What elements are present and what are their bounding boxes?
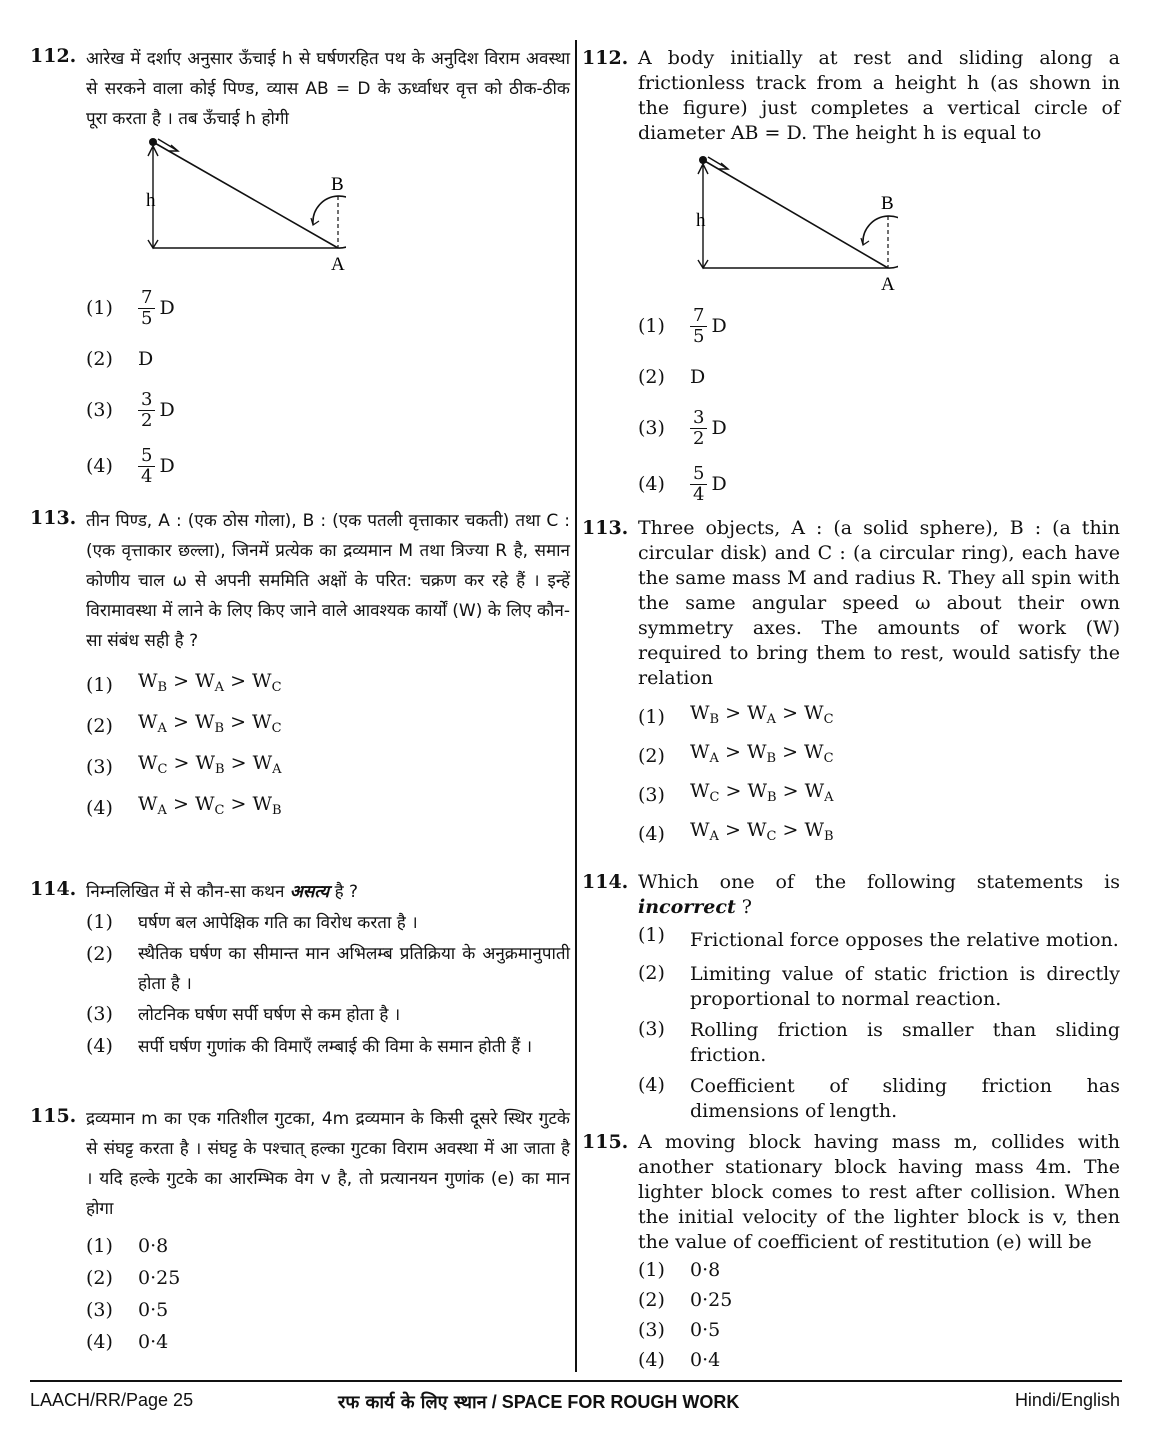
option-1[interactable]: (1) घर्षण बल आपेक्षिक गति का विरोध करता है । <box>86 911 418 933</box>
options-list <box>638 1255 1120 1375</box>
option-2[interactable]: (2) D <box>638 365 706 388</box>
question-number: 114. <box>30 878 77 900</box>
option-3[interactable]: (3) Rolling friction is smaller than sliding friction. <box>638 1018 1120 1066</box>
option-1[interactable]: (1) $W_B > W_A > W_C$ <box>86 670 282 696</box>
option-4[interactable]: (4) $\frac{5}{4}$ D <box>638 462 727 505</box>
option-1[interactable]: (1) $\frac{7}{5}$ D <box>86 286 175 329</box>
question-114-english <box>582 870 1120 1124</box>
column-divider <box>575 40 577 1372</box>
options-list <box>86 280 570 494</box>
question-112-hindi <box>30 44 570 494</box>
options-list <box>638 298 1120 512</box>
question-113-hindi <box>30 506 570 828</box>
label-b: B <box>331 174 344 195</box>
options-list <box>86 1230 570 1358</box>
question-text: निम्नलिखित में से कौन-सा कथन असत्य है ? <box>86 882 359 902</box>
option-3[interactable]: (3) लोटनिक घर्षण सर्पी घर्षण से कम होता है । <box>86 1003 401 1025</box>
track-diagram <box>638 152 898 294</box>
option-4[interactable]: (4) Coefficient of sliding friction has dimensions of length. <box>638 1074 1120 1122</box>
options-list <box>86 907 570 1063</box>
option-1[interactable]: (1) $W_B > W_A > W_C$ <box>638 702 834 728</box>
fraction: $\frac{3}{2}$ <box>690 408 707 449</box>
option-2[interactable]: (2) $W_A > W_B > W_C$ <box>638 741 834 767</box>
option-2[interactable]: (2) $W_A > W_B > W_C$ <box>86 711 282 737</box>
language-label: Hindi/English <box>1014 1390 1120 1410</box>
question-115-english <box>582 1130 1120 1375</box>
question-text: Which one of the following statements is incorrect ? <box>638 871 1120 918</box>
incline-line <box>153 142 338 248</box>
footer-rule <box>30 1380 1122 1382</box>
option-2[interactable]: (2) स्थैतिक घर्षण का सीमान्त मान अभिलम्ब प्रतिक्रिया के अनुक्रमानुपाती होता है । <box>86 943 570 994</box>
option-1[interactable]: (1) Frictional force opposes the relative motion. <box>638 924 1119 951</box>
fraction: $\frac{3}{2}$ <box>138 390 155 431</box>
loop-arrow <box>311 218 319 225</box>
loop-arrow <box>861 238 869 245</box>
label-b: B <box>881 193 894 214</box>
label-a: A <box>881 274 895 294</box>
incline-line <box>703 160 888 268</box>
option-4[interactable]: (4) सर्पी घर्षण गुणांक की विमाएँ लम्बाई की विमा के समान होती हैं । <box>86 1035 533 1057</box>
option-2[interactable]: (2) 0·25 <box>638 1288 733 1311</box>
question-number: 113. <box>582 517 629 539</box>
fraction: $\frac{7}{5}$ <box>138 288 155 329</box>
options-list <box>86 664 570 828</box>
fraction: $\frac{5}{4}$ <box>138 446 155 487</box>
option-3[interactable]: (3) $W_C > W_B > W_A$ <box>86 752 282 778</box>
fraction: $\frac{5}{4}$ <box>690 464 707 505</box>
option-4[interactable]: (4) 0·4 <box>86 1330 169 1353</box>
question-number: 114. <box>582 871 629 893</box>
option-4[interactable]: (4) 0·4 <box>638 1348 721 1371</box>
option-1[interactable]: (1) $\frac{7}{5}$ D <box>638 304 727 347</box>
question-number: 115. <box>582 1131 629 1153</box>
options-list <box>638 924 1120 1124</box>
options-list <box>638 697 1120 853</box>
question-text: Three objects, A : (a solid sphere), B : (a thin circular disk) and C : (a circular ring), each have the same mass M and radius R. They all spin with the same angular speed ω about their own symmetry axes. The amounts of work (W) required to bring them to rest, would satisfy the relation <box>638 517 1120 689</box>
option-4[interactable]: (4) $W_A > W_C > W_B$ <box>86 793 282 819</box>
question-text: A body initially at rest and sliding along a frictionless track from a height h (as shown in the figure) just completes a vertical circle of diameter AB = D. The height h is equal to <box>638 47 1120 144</box>
label-h: h <box>146 190 156 211</box>
question-115-hindi <box>30 1104 570 1358</box>
option-3[interactable]: (3) 0·5 <box>86 1298 169 1321</box>
option-3[interactable]: (3) $\frac{3}{2}$ D <box>86 388 175 431</box>
question-text: A moving block having mass m, collides with another stationary block having mass 4m. The lighter block comes to rest after collision. When the initial velocity of the lighter block is v, then the value of coefficient of restitution (e) will be <box>638 1131 1120 1253</box>
question-number: 115. <box>30 1105 77 1127</box>
label-a: A <box>331 254 345 275</box>
fraction: $\frac{7}{5}$ <box>690 306 707 347</box>
question-113-english <box>582 516 1120 853</box>
page-code: LAACH/RR/Page 25 <box>30 1390 194 1410</box>
question-number: 112. <box>30 45 77 67</box>
question-number: 113. <box>30 507 77 529</box>
track-figure <box>638 152 1120 298</box>
label-h: h <box>696 210 706 231</box>
option-2[interactable]: (2) D <box>86 347 154 370</box>
question-number: 112. <box>582 47 629 69</box>
question-text: आरेख में दर्शाए अनुसार ऊँचाई h से घर्षणरहित पथ के अनुदिश विराम अवस्था से सरकने वाला कोई पिण्ड, व्यास AB = D के ऊर्ध्वाधर वृत्त को ठीक-ठीक पूरा करता है । तब ऊँचाई h होगी <box>86 49 570 129</box>
option-3[interactable]: (3) $\frac{3}{2}$ D <box>638 406 727 449</box>
rough-work-label: रफ कार्य के लिए स्थान / SPACE FOR ROUGH WORK <box>338 1392 740 1413</box>
track-diagram <box>86 134 346 276</box>
option-1[interactable]: (1) 0·8 <box>638 1258 721 1281</box>
question-114-hindi <box>30 877 570 1063</box>
option-2[interactable]: (2) 0·25 <box>86 1266 181 1289</box>
question-112-english <box>582 46 1120 512</box>
option-3[interactable]: (3) 0·5 <box>638 1318 721 1341</box>
option-4[interactable]: (4) $\frac{5}{4}$ D <box>86 444 175 487</box>
option-1[interactable]: (1) 0·8 <box>86 1234 169 1257</box>
option-2[interactable]: (2) Limiting value of static friction is directly proportional to normal reaction. <box>638 962 1120 1010</box>
option-4[interactable]: (4) $W_A > W_C > W_B$ <box>638 819 834 845</box>
track-figure <box>86 134 570 280</box>
option-3[interactable]: (3) $W_C > W_B > W_A$ <box>638 780 834 806</box>
question-text: द्रव्यमान m का एक गतिशील गुटका, 4m द्रव्यमान के किसी दूसरे स्थिर गुटके से संघट्ट करता है । संघट्ट के पश्चात् हल्का गुटका विराम अवस्था में आ जाता है । यदि हल्के गुटके का आरम्भिक वेग v है, तो प्रत्यानयन गुणांक (e) का मान होगा <box>86 1109 570 1219</box>
question-text: तीन पिण्ड, A : (एक ठोस गोला), B : (एक पतली वृत्ताकार चकती) तथा C : (एक वृत्ताकार छल्ला), जिनमें प्रत्येक का द्रव्यमान M तथा त्रिज्या R है, समान कोणीय चाल ω से अपनी सममिति अक्षों के परित: चक्रण कर रहे हैं । इन्हें विरामावस्था में लाने के लिए किए जाने वाले आवश्यक कार्यों (W) के लिए कौन-सा संबंध सही है ? <box>86 511 570 651</box>
